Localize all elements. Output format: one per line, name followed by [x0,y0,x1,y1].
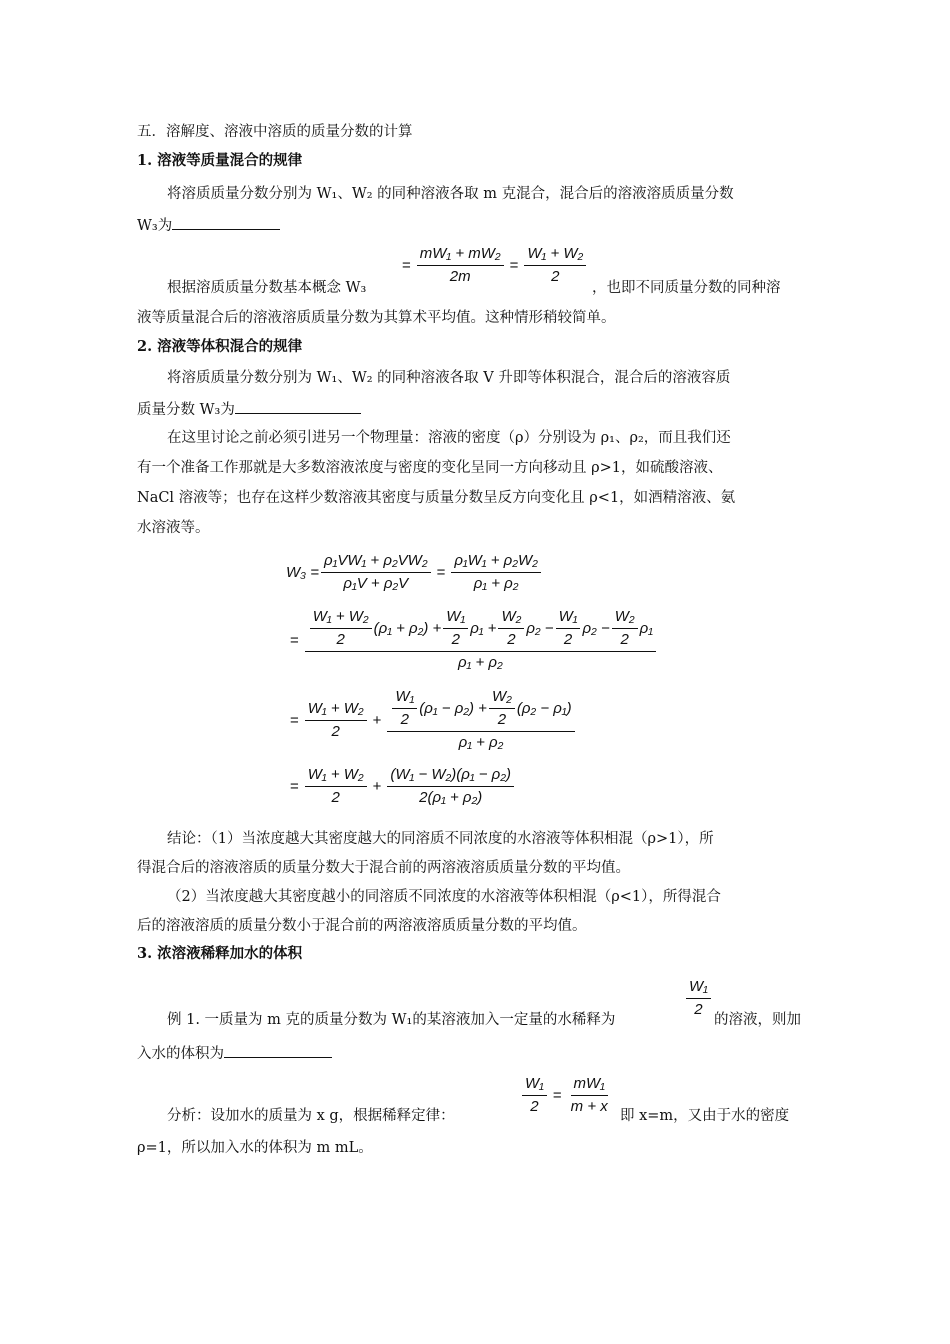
frac-num: mW₁ + mW₂ [417,245,504,266]
compound-den: ρ₁ + ρ₂ [458,734,504,751]
answer-blank-1 [172,214,280,230]
term: ρ₁ + [470,619,497,637]
frac-w1-half [522,1075,547,1116]
heading-3: 3. 浓溶液稀释加水的体积 [137,945,303,962]
compound-den: ρ₁ + ρ₂ [457,654,503,671]
derivation-line-4 [286,766,516,807]
frac-den: 2 [331,722,340,740]
section-title: 五．溶解度、溶液中溶质的质量分数的计算 [137,124,413,140]
s1-line4: 液等质量混合后的溶液溶质质量分数为其算术平均值。这种情形稍较简单。 [137,310,616,326]
frac-w2 [498,608,524,649]
frac-num: W₁ [556,608,581,629]
example-line-1a: 例 1. 一质量为 m 克的质量分数为 W₁的某溶液加入一定量的水稀释为 [167,1012,616,1028]
s1-line3a: 根据溶质质量分数基本概念 W₃ [167,280,367,296]
s1-line3b: ，也即不同质量分数的同种溶 [592,280,781,296]
answer-blank-3 [224,1042,332,1058]
frac-mw1-over-mx [568,1075,611,1116]
frac-num: ρ₁W₁ + ρ₂W₂ [451,552,541,573]
frac-w1 [443,608,468,649]
analysis-line-1a: 分析：设加水的质量为 x g，根据稀释定律： [167,1108,455,1124]
frac-num: W₁ + W₂ [310,608,372,629]
fraction-density-weighted [451,552,541,593]
derivation-line-2 [286,608,658,672]
fraction-mass-sum [417,245,504,286]
s1-line1: 将溶质质量分数分别为 W₁、W₂ 的同种溶液各取 m 克混合，混合后的溶液溶质质量分数 [167,186,734,202]
s2-line3: 在这里讨论之前必须引进另一个物理量：溶液的密度（ρ）分别设为 ρ₁、ρ₂，而且我们还 [167,430,731,446]
s2-line6: 水溶液等。 [137,520,210,536]
frac-den: 2 [507,631,516,648]
s2-line4: 有一个准备工作那就是大多数溶液浓度与密度的变化呈同一方向移动且 ρ>1，如硫酸溶液、 [137,460,723,476]
equals-sign: = [290,631,299,649]
lhs-w3: W₃ = [286,564,320,581]
term: ρ₂ − [526,619,554,637]
frac-num: W₁ [522,1075,547,1096]
s2-line5: NaCl 溶液等；也存在这样少数溶液其密度与质量分数呈反方向变化且 ρ<1，如酒精溶液、氨 [137,490,736,506]
term: (ρ₁ + ρ₂) + [373,619,442,637]
analysis-line-2: ρ=1，所以加入水的体积为 m mL。 [137,1140,373,1156]
frac-w2 [612,608,638,649]
frac-den: 2 [336,631,345,648]
example-line-1b: 的溶液，则加 [714,1012,801,1028]
s1-line2 [137,214,280,236]
frac-den: 2 [400,711,410,728]
derivation-line-1 [286,552,543,593]
frac-num: W₂ [498,608,524,629]
equals-sign: = [290,778,299,795]
frac-den: 2m [449,268,471,285]
s2-line2 [137,398,361,420]
frac-w2 [489,688,515,729]
frac-num: W₁ + W₂ [524,245,586,266]
equals-sign: = [436,564,446,581]
compound-num [305,608,656,652]
term: (ρ₂ − ρ₁) [516,699,572,717]
fraction-volume-mass [321,552,431,593]
s1-line2-text: W₃为 [137,218,173,234]
frac-num: W₁ [443,608,468,629]
frac-difference [387,766,514,807]
frac-w1 [392,688,417,729]
s2-line2-text: 质量分数 W₃为 [137,402,235,418]
frac-den: 2 [530,1098,539,1115]
term: ρ₁ [639,619,653,637]
heading-1: 1. 溶液等质量混合的规律 [137,152,303,169]
heading-2: 2. 溶液等体积混合的规律 [137,338,303,355]
frac-den: 2 [331,789,340,806]
frac-w1 [686,978,711,1019]
derivation-line-3 [286,688,577,752]
frac-den: m + x [570,1098,608,1115]
frac-w-sum [305,766,367,807]
frac-num: ρ₁VW₁ + ρ₂VW₂ [321,552,431,573]
equals-sign: = [290,711,299,729]
compound-fraction-2 [387,688,574,752]
frac-num: W₂ [489,688,515,709]
frac-den: 2 [551,268,560,285]
analysis-line-1b: 即 x=m，又由于水的密度 [620,1108,790,1124]
frac-num: W₂ [612,608,638,629]
frac-den: 2 [497,711,507,728]
frac-num: (W₁ − W₂)(ρ₁ − ρ₂) [387,766,514,787]
equals-sign: = [402,257,411,274]
equals-sign: = [509,257,519,274]
frac-num: W₁ + W₂ [305,700,367,721]
fraction-average [524,245,586,286]
term: (ρ₁ − ρ₂) + [419,699,487,717]
frac-den: ρ₁ + ρ₂ [473,575,519,592]
frac-num: mW₁ [571,1075,608,1096]
s2-line1: 将溶质质量分数分别为 W₁、W₂ 的同种溶液各取 V 升即等体积混合，混合后的溶液容质 [167,370,731,386]
frac-w1 [556,608,581,649]
conclusion-1b: 得混合后的溶液溶质的质量分数大于混合前的两溶液溶质质量分数的平均值。 [137,860,630,876]
example-line-2 [137,1042,332,1064]
frac-den: 2 [694,1001,703,1018]
frac-num: W₁ + W₂ [305,766,367,787]
equals-sign: = [552,1087,562,1104]
fraction-w1-half [684,978,713,1019]
frac-den: 2 [563,631,573,648]
plus-sign: + [372,778,382,795]
conclusion-2b: 后的溶液溶质的质量分数小于混合前的两溶液溶质质量分数的平均值。 [137,918,587,934]
compound-num [387,688,574,732]
frac-num: W₁ [392,688,417,709]
conclusion-2a: （2）当浓度越大其密度越小的同溶质不同浓度的水溶液等体积相混（ρ<1），所得混合 [167,889,721,905]
compound-fraction-1 [305,608,656,672]
example-line-2-text: 入水的体积为 [137,1046,224,1062]
frac-num: W₁ [686,978,711,999]
frac-den: 2(ρ₁ + ρ₂) [419,789,483,806]
frac-w-sum [310,608,372,649]
term: ρ₂ − [582,619,610,637]
frac-w-sum [305,700,367,741]
dilution-equation [520,1075,613,1116]
frac-den: ρ₁V + ρ₂V [343,575,409,592]
formula-equal-mass [398,245,588,286]
answer-blank-2 [235,398,361,414]
frac-den: 2 [620,631,629,648]
plus-sign: + [372,711,382,729]
conclusion-1a: 结论：（1）当浓度越大其密度越大的同溶质不同浓度的水溶液等体积相混（ρ>1），所 [167,831,714,847]
frac-den: 2 [451,631,460,648]
